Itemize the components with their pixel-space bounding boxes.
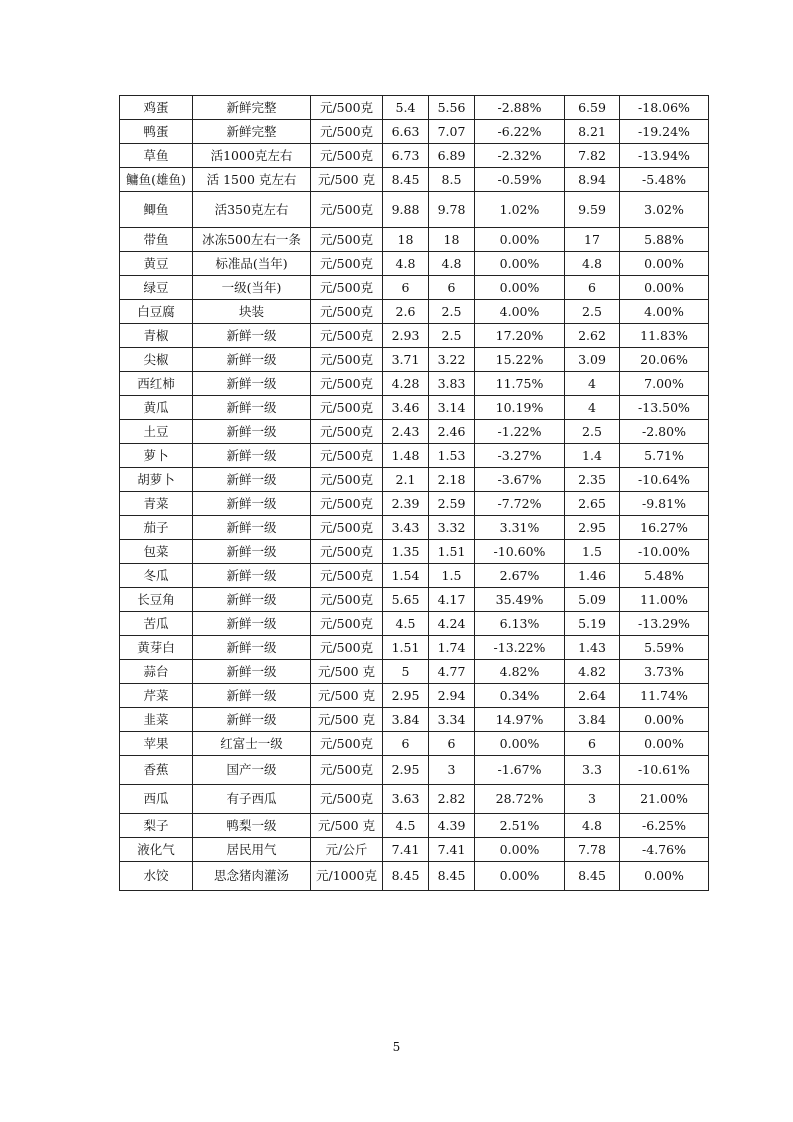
- cell-unit: 元/500克: [311, 492, 383, 516]
- cell-change-vs-previous: 0.00%: [475, 862, 565, 891]
- cell-price-last-year: 6: [565, 732, 620, 756]
- cell-item-name: 液化气: [120, 838, 193, 862]
- cell-unit: 元/500克: [311, 564, 383, 588]
- table-row: [120, 492, 709, 516]
- cell-price-current: 6.63: [383, 120, 429, 144]
- cell-change-vs-last-year: 21.00%: [620, 785, 709, 814]
- cell-price-previous: 2.82: [429, 785, 475, 814]
- cell-change-vs-last-year: 0.00%: [620, 862, 709, 891]
- table-row: [120, 612, 709, 636]
- cell-unit: 元/500克: [311, 785, 383, 814]
- cell-unit: 元/500克: [311, 96, 383, 120]
- cell-unit: 元/公斤: [311, 838, 383, 862]
- cell-spec: 新鲜一级: [193, 684, 311, 708]
- table-row: [120, 814, 709, 838]
- cell-price-previous: 1.51: [429, 540, 475, 564]
- cell-price-current: 2.43: [383, 420, 429, 444]
- cell-price-previous: 2.94: [429, 684, 475, 708]
- cell-change-vs-last-year: -19.24%: [620, 120, 709, 144]
- cell-price-last-year: 2.5: [565, 420, 620, 444]
- table-row: [120, 192, 709, 228]
- cell-unit: 元/500 克: [311, 660, 383, 684]
- cell-price-previous: 8.5: [429, 168, 475, 192]
- cell-change-vs-previous: -0.59%: [475, 168, 565, 192]
- cell-price-last-year: 4.82: [565, 660, 620, 684]
- table-row: [120, 540, 709, 564]
- table-row: [120, 732, 709, 756]
- table-row: [120, 756, 709, 785]
- cell-price-current: 1.51: [383, 636, 429, 660]
- cell-price-previous: 1.74: [429, 636, 475, 660]
- cell-price-current: 4.5: [383, 814, 429, 838]
- cell-change-vs-last-year: 20.06%: [620, 348, 709, 372]
- cell-price-previous: 2.18: [429, 468, 475, 492]
- cell-change-vs-last-year: 11.83%: [620, 324, 709, 348]
- cell-unit: 元/500 克: [311, 708, 383, 732]
- cell-price-previous: 2.46: [429, 420, 475, 444]
- cell-item-name: 苦瓜: [120, 612, 193, 636]
- cell-spec: 新鲜一级: [193, 516, 311, 540]
- cell-price-last-year: 4.8: [565, 814, 620, 838]
- cell-change-vs-previous: -13.22%: [475, 636, 565, 660]
- cell-change-vs-last-year: 5.88%: [620, 228, 709, 252]
- cell-price-previous: 4.77: [429, 660, 475, 684]
- cell-change-vs-last-year: 3.73%: [620, 660, 709, 684]
- table-row: [120, 252, 709, 276]
- cell-spec: 新鲜一级: [193, 636, 311, 660]
- table-row: [120, 636, 709, 660]
- cell-price-current: 6: [383, 276, 429, 300]
- cell-change-vs-last-year: -10.00%: [620, 540, 709, 564]
- cell-change-vs-last-year: -4.76%: [620, 838, 709, 862]
- cell-item-name: 绿豆: [120, 276, 193, 300]
- cell-spec: 新鲜一级: [193, 612, 311, 636]
- table-row: [120, 324, 709, 348]
- cell-change-vs-previous: 35.49%: [475, 588, 565, 612]
- cell-price-last-year: 5.09: [565, 588, 620, 612]
- cell-price-current: 9.88: [383, 192, 429, 228]
- cell-price-last-year: 1.5: [565, 540, 620, 564]
- cell-spec: 新鲜一级: [193, 564, 311, 588]
- cell-spec: 块装: [193, 300, 311, 324]
- cell-price-previous: 6.89: [429, 144, 475, 168]
- cell-item-name: 长豆角: [120, 588, 193, 612]
- cell-change-vs-previous: -10.60%: [475, 540, 565, 564]
- table-row: [120, 144, 709, 168]
- cell-spec: 思念猪肉灌汤: [193, 862, 311, 891]
- cell-item-name: 黄豆: [120, 252, 193, 276]
- cell-unit: 元/500 克: [311, 168, 383, 192]
- table-body: [120, 96, 709, 891]
- cell-price-last-year: 3: [565, 785, 620, 814]
- cell-price-previous: 3.83: [429, 372, 475, 396]
- table-row: [120, 372, 709, 396]
- cell-change-vs-last-year: -2.80%: [620, 420, 709, 444]
- cell-change-vs-previous: -1.67%: [475, 756, 565, 785]
- cell-unit: 元/500克: [311, 420, 383, 444]
- cell-price-previous: 2.5: [429, 300, 475, 324]
- cell-price-previous: 2.5: [429, 324, 475, 348]
- cell-change-vs-last-year: 0.00%: [620, 276, 709, 300]
- cell-item-name: 萝卜: [120, 444, 193, 468]
- cell-change-vs-last-year: 0.00%: [620, 732, 709, 756]
- cell-spec: 新鲜一级: [193, 468, 311, 492]
- cell-item-name: 鲫鱼: [120, 192, 193, 228]
- cell-item-name: 西红柿: [120, 372, 193, 396]
- cell-change-vs-previous: -1.22%: [475, 420, 565, 444]
- cell-unit: 元/500 克: [311, 684, 383, 708]
- cell-spec: 活 1500 克左右: [193, 168, 311, 192]
- cell-price-current: 2.1: [383, 468, 429, 492]
- cell-change-vs-previous: 2.51%: [475, 814, 565, 838]
- table-row: [120, 516, 709, 540]
- cell-spec: 一级(当年): [193, 276, 311, 300]
- cell-spec: 红富士一级: [193, 732, 311, 756]
- cell-item-name: 苹果: [120, 732, 193, 756]
- cell-price-current: 2.93: [383, 324, 429, 348]
- cell-price-previous: 7.07: [429, 120, 475, 144]
- cell-change-vs-previous: -2.32%: [475, 144, 565, 168]
- cell-item-name: 蒜台: [120, 660, 193, 684]
- cell-spec: 冰冻500左右一条: [193, 228, 311, 252]
- cell-change-vs-last-year: -5.48%: [620, 168, 709, 192]
- cell-price-last-year: 7.78: [565, 838, 620, 862]
- cell-change-vs-previous: 2.67%: [475, 564, 565, 588]
- cell-change-vs-previous: 10.19%: [475, 396, 565, 420]
- cell-spec: 新鲜一级: [193, 444, 311, 468]
- cell-price-previous: 4.8: [429, 252, 475, 276]
- cell-spec: 新鲜完整: [193, 96, 311, 120]
- cell-item-name: 黄芽白: [120, 636, 193, 660]
- cell-price-previous: 4.24: [429, 612, 475, 636]
- cell-unit: 元/500克: [311, 348, 383, 372]
- cell-change-vs-previous: 4.82%: [475, 660, 565, 684]
- cell-change-vs-previous: 14.97%: [475, 708, 565, 732]
- cell-spec: 活1000克左右: [193, 144, 311, 168]
- cell-item-name: 鸭蛋: [120, 120, 193, 144]
- cell-unit: 元/500 克: [311, 814, 383, 838]
- cell-price-current: 5.4: [383, 96, 429, 120]
- cell-item-name: 土豆: [120, 420, 193, 444]
- cell-spec: 新鲜一级: [193, 420, 311, 444]
- cell-price-last-year: 6: [565, 276, 620, 300]
- cell-item-name: 西瓜: [120, 785, 193, 814]
- cell-price-current: 4.28: [383, 372, 429, 396]
- cell-spec: 新鲜一级: [193, 588, 311, 612]
- table-row: [120, 444, 709, 468]
- table-row: [120, 862, 709, 891]
- table-row: [120, 276, 709, 300]
- cell-price-previous: 3: [429, 756, 475, 785]
- cell-item-name: 水饺: [120, 862, 193, 891]
- cell-change-vs-last-year: 5.59%: [620, 636, 709, 660]
- cell-change-vs-last-year: 3.02%: [620, 192, 709, 228]
- cell-price-last-year: 6.59: [565, 96, 620, 120]
- cell-price-current: 3.71: [383, 348, 429, 372]
- cell-change-vs-last-year: 7.00%: [620, 372, 709, 396]
- cell-change-vs-previous: 0.00%: [475, 838, 565, 862]
- cell-price-last-year: 9.59: [565, 192, 620, 228]
- cell-spec: 新鲜一级: [193, 660, 311, 684]
- cell-item-name: 草鱼: [120, 144, 193, 168]
- cell-item-name: 冬瓜: [120, 564, 193, 588]
- cell-price-current: 1.54: [383, 564, 429, 588]
- cell-unit: 元/500克: [311, 636, 383, 660]
- table-row: [120, 420, 709, 444]
- cell-unit: 元/500克: [311, 516, 383, 540]
- table-row: [120, 660, 709, 684]
- cell-item-name: 胡萝卜: [120, 468, 193, 492]
- cell-price-previous: 2.59: [429, 492, 475, 516]
- cell-price-current: 3.84: [383, 708, 429, 732]
- cell-item-name: 包菜: [120, 540, 193, 564]
- cell-unit: 元/500克: [311, 144, 383, 168]
- cell-price-last-year: 2.64: [565, 684, 620, 708]
- table-row: [120, 228, 709, 252]
- cell-change-vs-last-year: -9.81%: [620, 492, 709, 516]
- cell-spec: 新鲜一级: [193, 396, 311, 420]
- cell-price-current: 5: [383, 660, 429, 684]
- cell-price-last-year: 3.3: [565, 756, 620, 785]
- cell-price-previous: 3.22: [429, 348, 475, 372]
- cell-price-last-year: 1.46: [565, 564, 620, 588]
- cell-price-last-year: 7.82: [565, 144, 620, 168]
- cell-spec: 新鲜一级: [193, 324, 311, 348]
- cell-unit: 元/500克: [311, 588, 383, 612]
- cell-spec: 新鲜一级: [193, 492, 311, 516]
- cell-item-name: 鳙鱼(雄鱼): [120, 168, 193, 192]
- cell-change-vs-previous: 11.75%: [475, 372, 565, 396]
- cell-unit: 元/500克: [311, 324, 383, 348]
- cell-unit: 元/500克: [311, 396, 383, 420]
- cell-item-name: 香蕉: [120, 756, 193, 785]
- cell-item-name: 尖椒: [120, 348, 193, 372]
- cell-change-vs-previous: -3.27%: [475, 444, 565, 468]
- cell-price-previous: 9.78: [429, 192, 475, 228]
- cell-change-vs-last-year: 5.71%: [620, 444, 709, 468]
- price-table: [119, 95, 709, 891]
- cell-price-current: 8.45: [383, 168, 429, 192]
- cell-change-vs-last-year: 11.74%: [620, 684, 709, 708]
- cell-change-vs-previous: 0.00%: [475, 252, 565, 276]
- cell-unit: 元/500克: [311, 444, 383, 468]
- table-row: [120, 396, 709, 420]
- cell-change-vs-last-year: 0.00%: [620, 708, 709, 732]
- cell-unit: 元/500克: [311, 192, 383, 228]
- cell-change-vs-last-year: -10.64%: [620, 468, 709, 492]
- cell-price-last-year: 3.84: [565, 708, 620, 732]
- cell-price-current: 3.43: [383, 516, 429, 540]
- cell-unit: 元/1000克: [311, 862, 383, 891]
- cell-change-vs-previous: 0.00%: [475, 228, 565, 252]
- cell-change-vs-previous: -3.67%: [475, 468, 565, 492]
- cell-unit: 元/500克: [311, 540, 383, 564]
- cell-change-vs-last-year: 0.00%: [620, 252, 709, 276]
- cell-price-last-year: 1.4: [565, 444, 620, 468]
- cell-price-current: 3.46: [383, 396, 429, 420]
- cell-price-last-year: 8.21: [565, 120, 620, 144]
- cell-change-vs-previous: 0.34%: [475, 684, 565, 708]
- cell-price-previous: 6: [429, 276, 475, 300]
- cell-price-current: 2.6: [383, 300, 429, 324]
- cell-price-last-year: 4.8: [565, 252, 620, 276]
- cell-change-vs-previous: -2.88%: [475, 96, 565, 120]
- cell-price-current: 6: [383, 732, 429, 756]
- table-row: [120, 96, 709, 120]
- cell-change-vs-previous: 28.72%: [475, 785, 565, 814]
- cell-unit: 元/500克: [311, 732, 383, 756]
- cell-price-previous: 18: [429, 228, 475, 252]
- cell-change-vs-last-year: -6.25%: [620, 814, 709, 838]
- table-row: [120, 468, 709, 492]
- cell-price-current: 18: [383, 228, 429, 252]
- table-row: [120, 708, 709, 732]
- cell-price-last-year: 5.19: [565, 612, 620, 636]
- cell-change-vs-previous: 17.20%: [475, 324, 565, 348]
- cell-spec: 新鲜一级: [193, 708, 311, 732]
- cell-spec: 国产一级: [193, 756, 311, 785]
- table-row: [120, 684, 709, 708]
- cell-unit: 元/500克: [311, 252, 383, 276]
- cell-change-vs-previous: 0.00%: [475, 276, 565, 300]
- cell-unit: 元/500克: [311, 120, 383, 144]
- cell-item-name: 芹菜: [120, 684, 193, 708]
- cell-change-vs-previous: -6.22%: [475, 120, 565, 144]
- cell-price-last-year: 4: [565, 396, 620, 420]
- table-row: [120, 588, 709, 612]
- cell-item-name: 带鱼: [120, 228, 193, 252]
- cell-price-current: 8.45: [383, 862, 429, 891]
- cell-change-vs-previous: 15.22%: [475, 348, 565, 372]
- cell-price-previous: 3.34: [429, 708, 475, 732]
- cell-price-previous: 3.14: [429, 396, 475, 420]
- cell-price-current: 4.8: [383, 252, 429, 276]
- cell-spec: 标准品(当年): [193, 252, 311, 276]
- cell-price-previous: 8.45: [429, 862, 475, 891]
- cell-item-name: 鸡蛋: [120, 96, 193, 120]
- cell-item-name: 茄子: [120, 516, 193, 540]
- table-row: [120, 838, 709, 862]
- cell-change-vs-previous: 4.00%: [475, 300, 565, 324]
- cell-change-vs-last-year: -18.06%: [620, 96, 709, 120]
- cell-spec: 新鲜一级: [193, 540, 311, 564]
- cell-change-vs-last-year: -13.94%: [620, 144, 709, 168]
- cell-change-vs-last-year: -13.29%: [620, 612, 709, 636]
- cell-price-last-year: 8.94: [565, 168, 620, 192]
- cell-price-current: 5.65: [383, 588, 429, 612]
- cell-unit: 元/500克: [311, 228, 383, 252]
- cell-spec: 新鲜完整: [193, 120, 311, 144]
- cell-change-vs-last-year: 16.27%: [620, 516, 709, 540]
- cell-spec: 居民用气: [193, 838, 311, 862]
- cell-change-vs-previous: 3.31%: [475, 516, 565, 540]
- cell-unit: 元/500克: [311, 468, 383, 492]
- cell-item-name: 青椒: [120, 324, 193, 348]
- cell-spec: 鸭梨一级: [193, 814, 311, 838]
- page-number: 5: [392, 1040, 401, 1054]
- cell-change-vs-previous: 0.00%: [475, 732, 565, 756]
- cell-spec: 有子西瓜: [193, 785, 311, 814]
- cell-price-current: 2.95: [383, 756, 429, 785]
- cell-price-previous: 7.41: [429, 838, 475, 862]
- cell-price-last-year: 3.09: [565, 348, 620, 372]
- cell-price-previous: 3.32: [429, 516, 475, 540]
- cell-price-last-year: 2.95: [565, 516, 620, 540]
- cell-price-last-year: 2.62: [565, 324, 620, 348]
- table-row: [120, 168, 709, 192]
- cell-price-previous: 4.39: [429, 814, 475, 838]
- cell-unit: 元/500克: [311, 612, 383, 636]
- cell-spec: 活350克左右: [193, 192, 311, 228]
- cell-change-vs-last-year: 5.48%: [620, 564, 709, 588]
- table-row: [120, 785, 709, 814]
- cell-price-current: 2.39: [383, 492, 429, 516]
- cell-change-vs-previous: -7.72%: [475, 492, 565, 516]
- table-row: [120, 120, 709, 144]
- cell-unit: 元/500克: [311, 276, 383, 300]
- table-row: [120, 564, 709, 588]
- cell-item-name: 青菜: [120, 492, 193, 516]
- cell-price-current: 1.35: [383, 540, 429, 564]
- cell-price-previous: 6: [429, 732, 475, 756]
- cell-item-name: 黄瓜: [120, 396, 193, 420]
- cell-price-current: 6.73: [383, 144, 429, 168]
- cell-spec: 新鲜一级: [193, 348, 311, 372]
- cell-change-vs-last-year: 4.00%: [620, 300, 709, 324]
- cell-price-last-year: 1.43: [565, 636, 620, 660]
- cell-price-current: 4.5: [383, 612, 429, 636]
- cell-price-last-year: 8.45: [565, 862, 620, 891]
- cell-item-name: 梨子: [120, 814, 193, 838]
- cell-change-vs-last-year: -10.61%: [620, 756, 709, 785]
- cell-price-previous: 4.17: [429, 588, 475, 612]
- cell-price-previous: 1.53: [429, 444, 475, 468]
- cell-item-name: 白豆腐: [120, 300, 193, 324]
- cell-price-current: 1.48: [383, 444, 429, 468]
- cell-unit: 元/500克: [311, 300, 383, 324]
- cell-price-last-year: 17: [565, 228, 620, 252]
- cell-price-last-year: 4: [565, 372, 620, 396]
- table-row: [120, 348, 709, 372]
- cell-price-current: 7.41: [383, 838, 429, 862]
- cell-change-vs-last-year: -13.50%: [620, 396, 709, 420]
- cell-price-current: 3.63: [383, 785, 429, 814]
- cell-item-name: 韭菜: [120, 708, 193, 732]
- cell-spec: 新鲜一级: [193, 372, 311, 396]
- cell-price-last-year: 2.5: [565, 300, 620, 324]
- cell-change-vs-previous: 1.02%: [475, 192, 565, 228]
- cell-price-last-year: 2.65: [565, 492, 620, 516]
- cell-price-last-year: 2.35: [565, 468, 620, 492]
- cell-unit: 元/500克: [311, 372, 383, 396]
- cell-price-current: 2.95: [383, 684, 429, 708]
- table-row: [120, 300, 709, 324]
- cell-change-vs-previous: 6.13%: [475, 612, 565, 636]
- cell-price-previous: 1.5: [429, 564, 475, 588]
- cell-price-previous: 5.56: [429, 96, 475, 120]
- cell-unit: 元/500克: [311, 756, 383, 785]
- cell-change-vs-last-year: 11.00%: [620, 588, 709, 612]
